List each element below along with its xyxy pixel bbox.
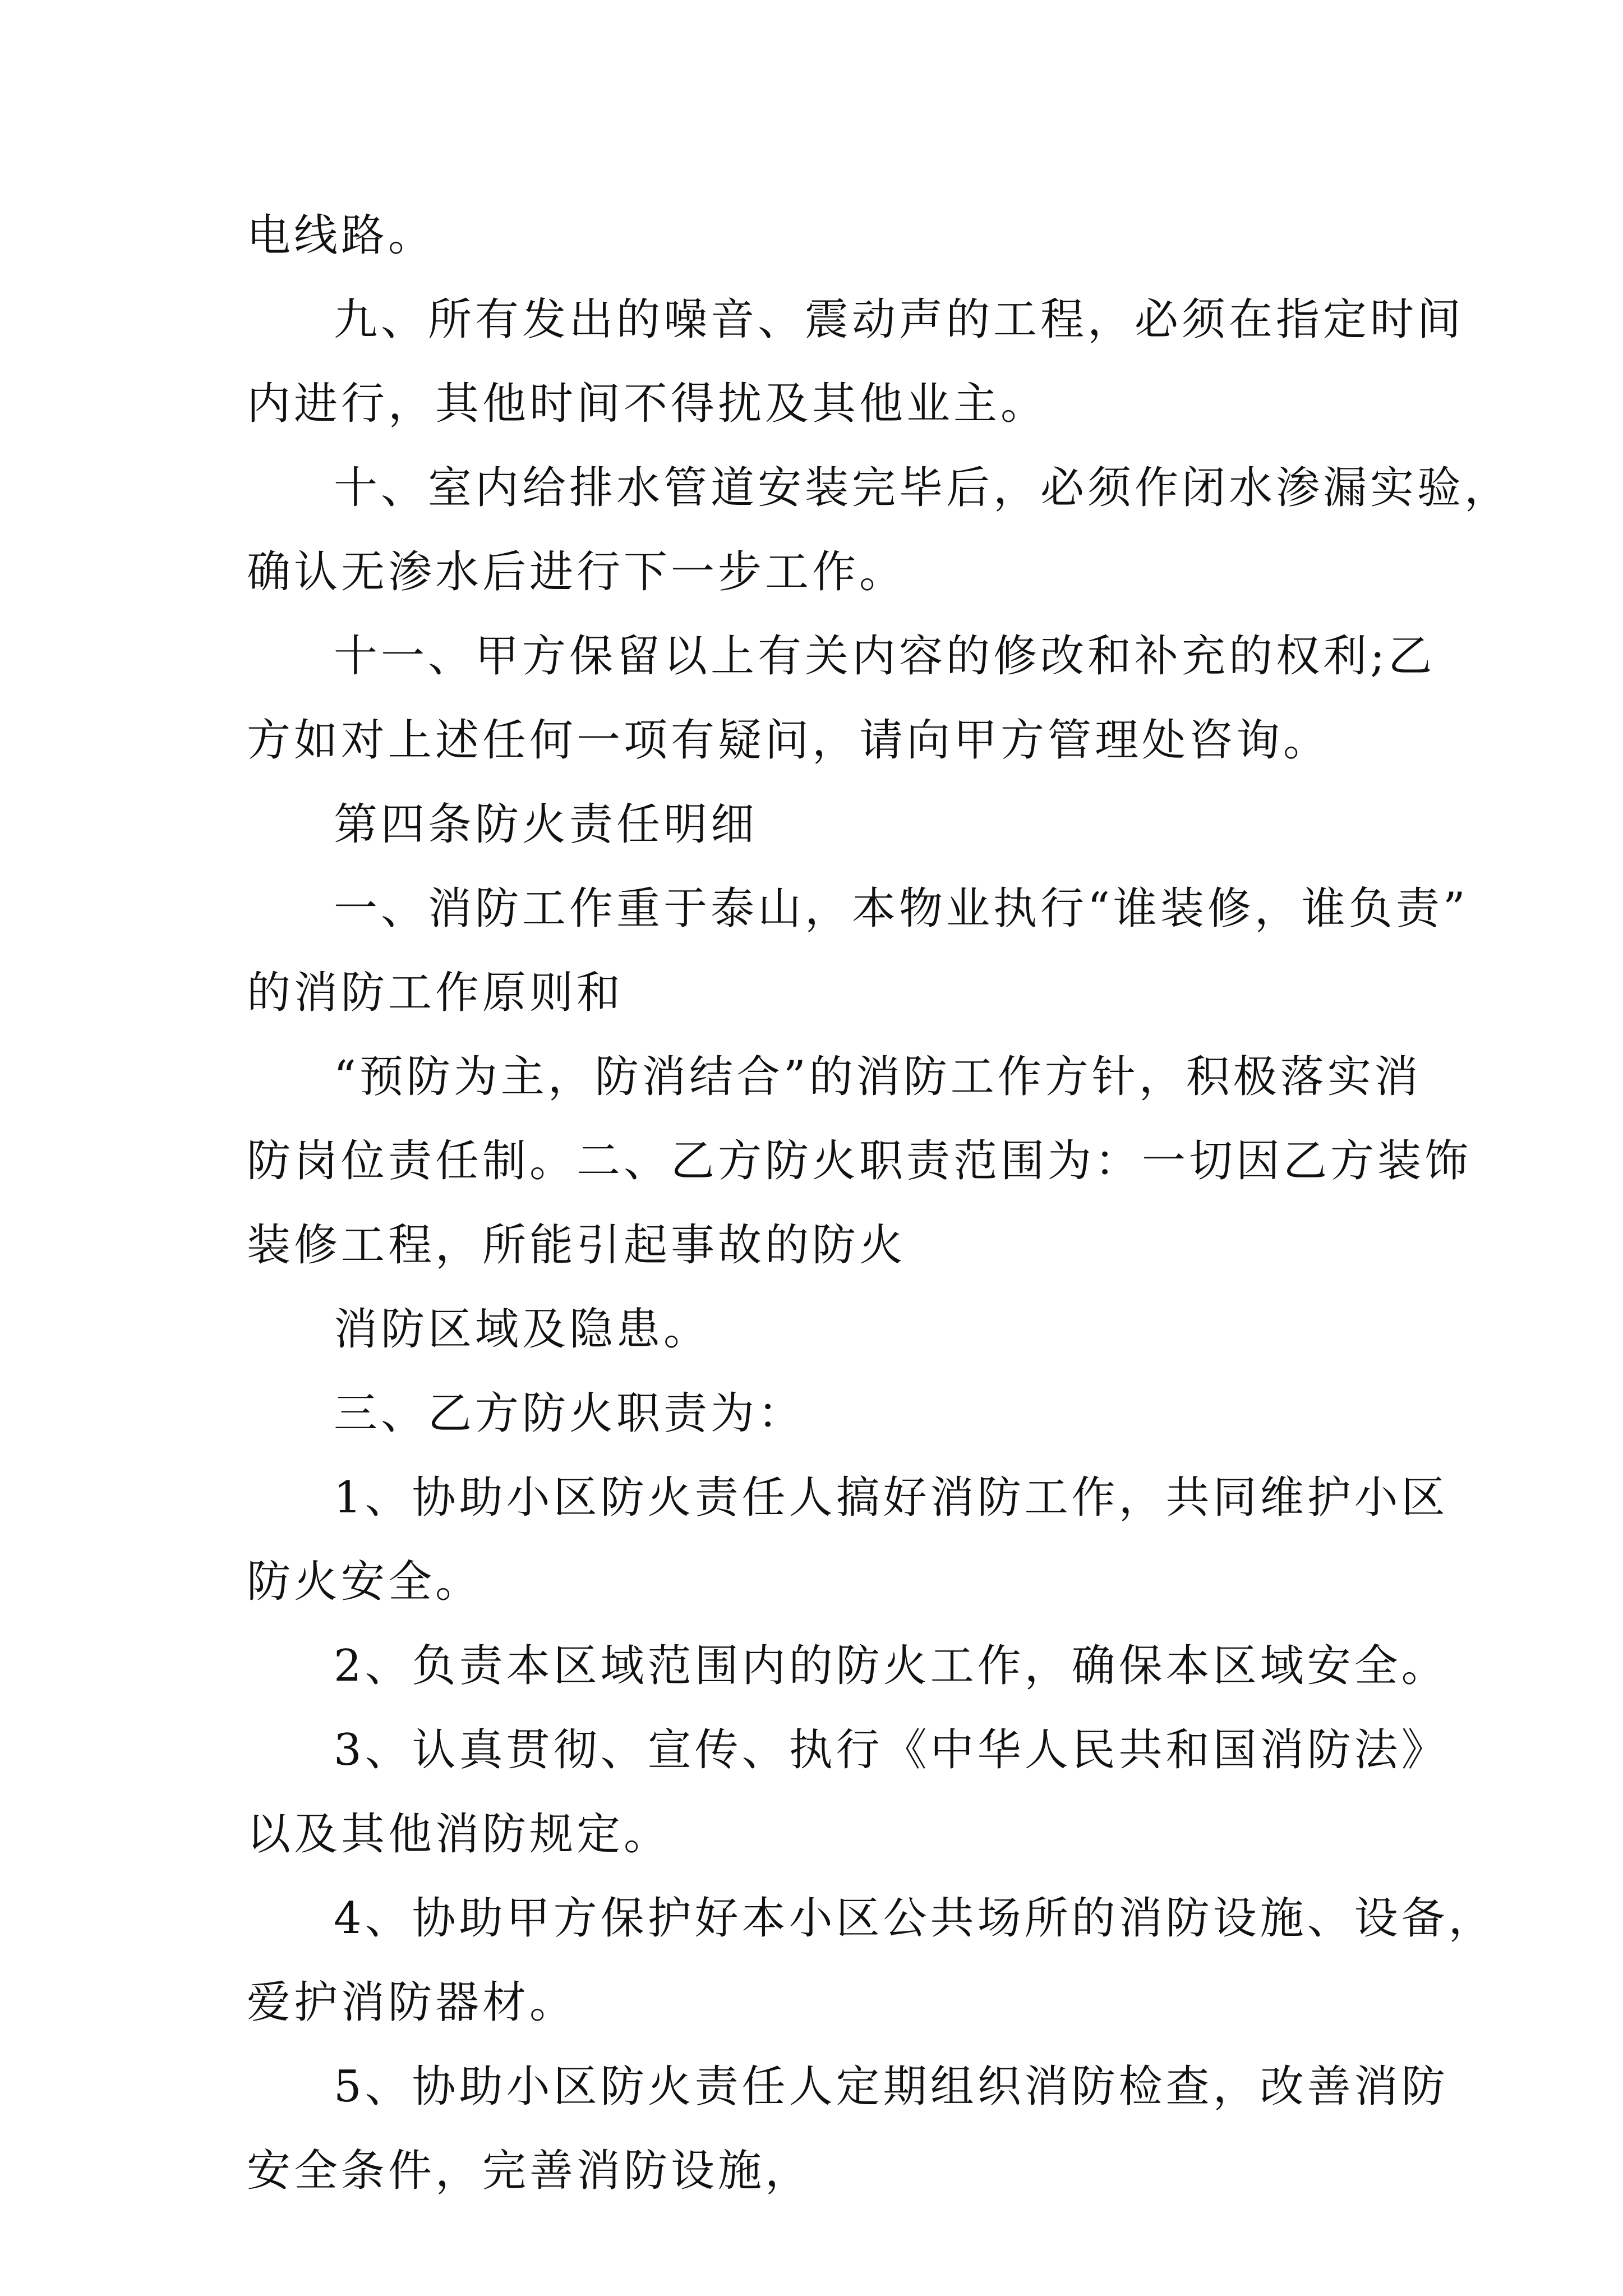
- text-line: 防岗位责任制。二、乙方防火职责范围为：一切因乙方装饰: [247, 1136, 1472, 1186]
- text-line: 一、消防工作重于泰山，本物业执行“谁装修，谁负责”: [334, 884, 1469, 934]
- text-line: 防火安全。: [247, 1557, 483, 1607]
- text-line: 的消防工作原则和: [247, 968, 624, 1018]
- text-line: 4、协助甲方保护好本小区公共场所的消防设施、设备，: [334, 1893, 1496, 1944]
- text-line: 确认无渗水后进行下一步工作。: [247, 547, 907, 597]
- text-line: 电线路。: [247, 210, 436, 261]
- text-line: 安全条件，完善消防设施，: [247, 2146, 813, 2196]
- text-line: 装修工程，所能引起事故的防火: [247, 1220, 907, 1271]
- text-line: 3、认真贯彻、宣传、执行《中华人民共和国消防法》: [334, 1725, 1449, 1775]
- text-line: 九、所有发出的噪音、震动声的工程，必须在指定时间: [334, 295, 1465, 345]
- text-line: 5、协助小区防火责任人定期组织消防检查，改善消防: [334, 2062, 1449, 2112]
- text-line: 爱护消防器材。: [247, 1977, 577, 2028]
- text-line: 十、室内给排水管道安装完毕后，必须作闭水渗漏实验，: [334, 463, 1512, 513]
- text-line: 三、乙方防火职责为：: [334, 1388, 805, 1439]
- text-line: “预防为主，防消结合”的消防工作方针，积极落实消: [334, 1052, 1422, 1102]
- section-heading: 第四条防火责任明细: [334, 799, 758, 850]
- text-line: 以及其他消防规定。: [247, 1809, 671, 1860]
- text-line: 消防区域及隐患。: [334, 1304, 711, 1355]
- text-line: 方如对上述任何一项有疑问，请向甲方管理处咨询。: [247, 715, 1331, 766]
- text-line: 内进行，其他时间不得扰及其他业主。: [247, 379, 1048, 429]
- document-body: [247, 194, 1512, 2213]
- text-line: 2、负责本区域范围内的防火工作，确保本区域安全。: [334, 1641, 1449, 1691]
- text-line: 十一、甲方保留以上有关内容的修改和补充的权利;乙: [334, 631, 1436, 682]
- text-line: 1、协助小区防火责任人搞好消防工作，共同维护小区: [334, 1473, 1449, 1523]
